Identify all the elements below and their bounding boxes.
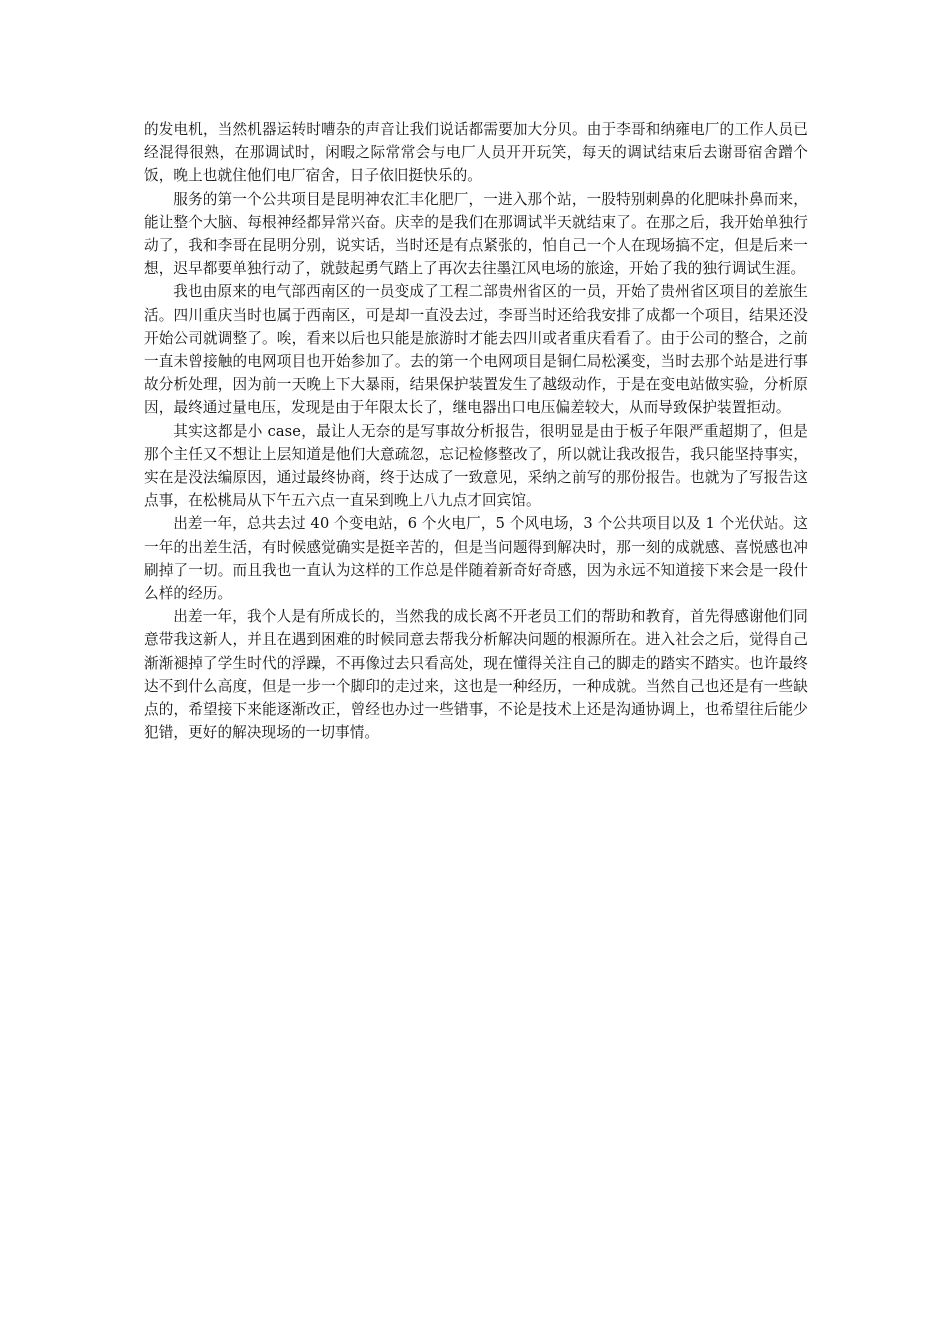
paragraph-personal-growth: 出差一年，我个人是有所成长的，当然我的成长离不开老员工们的帮助和教育，首先得感谢他们同意带我这新人，并且在遇到困难的时候同意去帮我分析解决问题的根源所在。进入社会之后，觉得自己渐渐褪掉了学生时代的浮躁，不再像过去只看高处，现在懂得关注自己的脚走的踏实不踏实。也许最终达不到什么高度，但是一步一个脚印的走过来，这也是一种经历，一种成就。当然自己也还是有一些缺点的，希望接下来能逐渐改正，曾经也办过一些错事，不论是技术上还是沟通协调上，也希望往后能少犯错，更好的解决现场的一切事情。 <box>144 608 808 742</box>
paragraph-first-public-project: 服务的第一个公共项目是昆明神农汇丰化肥厂，一进入那个站，一股特别刺鼻的化肥味扑鼻而来，能让整个大脑、每根神经都异常兴奋。庆幸的是我们在那调试半天就结束了。在那之后，我开始单独行动了，我和李哥在昆明分别，说实话，当时还是有点紧张的，怕自己一个人在现场搞不定，但是后来一想，迟早都要单独行动了，就鼓起勇气踏上了再次去往墨江风电场的旅途，开始了我的独行调试生涯。 <box>144 190 808 278</box>
paragraph-continuation: 的发电机，当然机器运转时嘈杂的声音让我们说话都需要加大分贝。由于李哥和纳雍电厂的工作人员已经混得很熟，在那调试时，闲暇之际常常会与电厂人员开开玩笑，每天的调试结束后去谢哥宿舍蹭个饭，晚上也就住他们电厂宿舍，日子依旧挺快乐的。 <box>144 121 808 185</box>
paragraph-accident-report: 其实这都是小 case，最让人无奈的是写事故分析报告，很明显是由于板子年限严重超期了，但是那个主任又不想让上层知道是他们大意疏忽，忘记检修整改了，所以就让我改报告，我只能坚持事实，实在是没法编原因，通过最终协商，终于达成了一致意见，采纳之前写的那份报告。也就为了写报告这点事，在松桃局从下午五六点一直呆到晚上八九点才回宾馆。 <box>144 422 808 510</box>
paragraph-guizhou-region: 我也由原来的电气部西南区的一员变成了工程二部贵州省区的一员，开始了贵州省区项目的差旅生活。四川重庆当时也属于西南区，可是却一直没去过，李哥当时还给我安排了成都一个项目，结果还没开始公司就调整了。唉，看来以后也只能是旅游时才能去四川或者重庆看看了。由于公司的整合，之前一直未曾接触的电网项目也开始参加了。去的第一个电网项目是铜仁局松溪变，当时去那个站是进行事故分析处理，因为前一天晚上下大暴雨，结果保护装置发生了越级动作，于是在变电站做实验，分析原因，最终通过量电压，发现是由于年限太长了，继电器出口电压偏差较大，从而导致保护装置拒动。 <box>144 283 808 417</box>
paragraph-year-summary: 出差一年，总共去过 40 个变电站，6 个火电厂，5 个风电场，3 个公共项目以及 1 个光伏站。这一年的出差生活，有时候感觉确实是挺辛苦的，但是当问题得到解决时，那一刻的成就感、喜悦感也冲刷掉了一切。而且我也一直认为这样的工作总是伴随着新奇好奇感，因为永远不知道接下来会是一段什么样的经历。 <box>144 515 808 603</box>
article-body <box>144 118 808 744</box>
